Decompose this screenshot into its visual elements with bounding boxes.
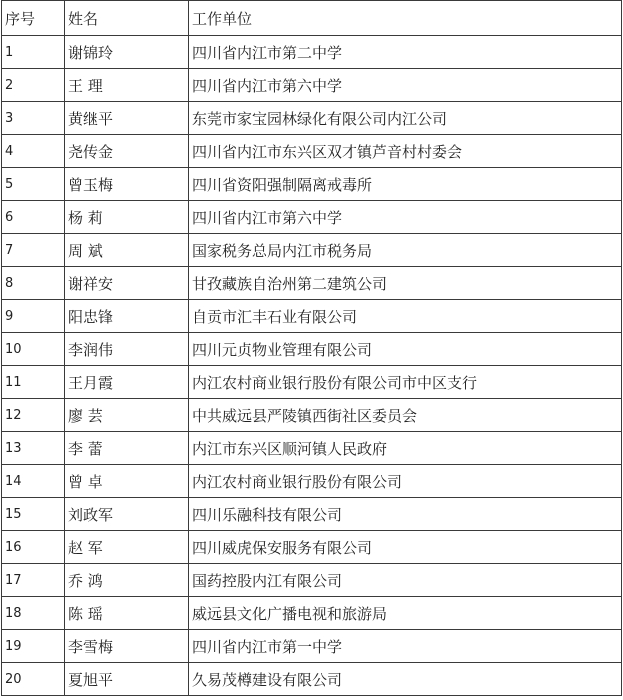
table-row: [2, 399, 622, 432]
cell-name: 王 理: [65, 69, 189, 102]
personnel-table: [1, 0, 622, 696]
cell-work-unit: 四川省内江市第一中学: [189, 630, 622, 663]
cell-name: 尧传金: [65, 135, 189, 168]
table-row: [2, 267, 622, 300]
cell-work-unit: 国家税务总局内江市税务局: [189, 234, 622, 267]
cell-name: 乔 鸿: [65, 564, 189, 597]
cell-index: 15: [2, 498, 65, 531]
cell-name: 杨 莉: [65, 201, 189, 234]
cell-index: 9: [2, 300, 65, 333]
cell-index: 16: [2, 531, 65, 564]
cell-name: 李润伟: [65, 333, 189, 366]
cell-work-unit: 甘孜藏族自治州第二建筑公司: [189, 267, 622, 300]
cell-name: 曾玉梅: [65, 168, 189, 201]
cell-index: 1: [2, 36, 65, 69]
cell-name: 谢祥安: [65, 267, 189, 300]
cell-index: 17: [2, 564, 65, 597]
table-row: [2, 432, 622, 465]
cell-work-unit: 四川省内江市东兴区双才镇芦音村村委会: [189, 135, 622, 168]
cell-index: 7: [2, 234, 65, 267]
cell-work-unit: 四川省内江市第六中学: [189, 201, 622, 234]
cell-name: 曾 卓: [65, 465, 189, 498]
cell-name: 谢锦玲: [65, 36, 189, 69]
cell-name: 李 蕾: [65, 432, 189, 465]
table-row: [2, 300, 622, 333]
header-name: 姓名: [65, 1, 189, 36]
table-row: [2, 630, 622, 663]
header-index: 序号: [2, 1, 65, 36]
table-row: [2, 201, 622, 234]
cell-name: 刘政军: [65, 498, 189, 531]
cell-name: 廖 芸: [65, 399, 189, 432]
cell-name: 李雪梅: [65, 630, 189, 663]
cell-work-unit: 内江市东兴区顺河镇人民政府: [189, 432, 622, 465]
header-work-unit: 工作单位: [189, 1, 622, 36]
table-row: [2, 498, 622, 531]
cell-work-unit: 东莞市家宝园林绿化有限公司内江公司: [189, 102, 622, 135]
table-row: [2, 465, 622, 498]
cell-work-unit: 四川乐融科技有限公司: [189, 498, 622, 531]
cell-index: 8: [2, 267, 65, 300]
cell-work-unit: 威远县文化广播电视和旅游局: [189, 597, 622, 630]
table-row: [2, 597, 622, 630]
cell-work-unit: 四川元贞物业管理有限公司: [189, 333, 622, 366]
cell-work-unit: 久易茂樽建设有限公司: [189, 663, 622, 696]
cell-work-unit: 国药控股内江有限公司: [189, 564, 622, 597]
cell-index: 4: [2, 135, 65, 168]
table-row: [2, 168, 622, 201]
table-row: [2, 366, 622, 399]
table-row: [2, 135, 622, 168]
cell-name: 阳忠锋: [65, 300, 189, 333]
cell-index: 11: [2, 366, 65, 399]
cell-work-unit: 自贡市汇丰石业有限公司: [189, 300, 622, 333]
cell-work-unit: 四川省内江市第二中学: [189, 36, 622, 69]
cell-work-unit: 中共威远县严陵镇西街社区委员会: [189, 399, 622, 432]
cell-index: 2: [2, 69, 65, 102]
cell-index: 19: [2, 630, 65, 663]
cell-name: 夏旭平: [65, 663, 189, 696]
cell-work-unit: 内江农村商业银行股份有限公司: [189, 465, 622, 498]
cell-name: 赵 军: [65, 531, 189, 564]
cell-work-unit: 四川威虎保安服务有限公司: [189, 531, 622, 564]
cell-index: 18: [2, 597, 65, 630]
cell-name: 黄继平: [65, 102, 189, 135]
cell-index: 6: [2, 201, 65, 234]
table-row: [2, 36, 622, 69]
table-row: [2, 333, 622, 366]
cell-index: 5: [2, 168, 65, 201]
cell-index: 13: [2, 432, 65, 465]
table-header-row: [2, 1, 622, 36]
cell-name: 王月霞: [65, 366, 189, 399]
cell-name: 陈 瑶: [65, 597, 189, 630]
cell-index: 10: [2, 333, 65, 366]
cell-work-unit: 四川省资阳强制隔离戒毒所: [189, 168, 622, 201]
table-row: [2, 69, 622, 102]
table-row: [2, 564, 622, 597]
cell-index: 14: [2, 465, 65, 498]
table-row: [2, 531, 622, 564]
cell-index: 3: [2, 102, 65, 135]
cell-work-unit: 四川省内江市第六中学: [189, 69, 622, 102]
cell-name: 周 斌: [65, 234, 189, 267]
cell-index: 20: [2, 663, 65, 696]
table-row: [2, 102, 622, 135]
table-row: [2, 234, 622, 267]
table-row: [2, 663, 622, 696]
cell-work-unit: 内江农村商业银行股份有限公司市中区支行: [189, 366, 622, 399]
cell-index: 12: [2, 399, 65, 432]
